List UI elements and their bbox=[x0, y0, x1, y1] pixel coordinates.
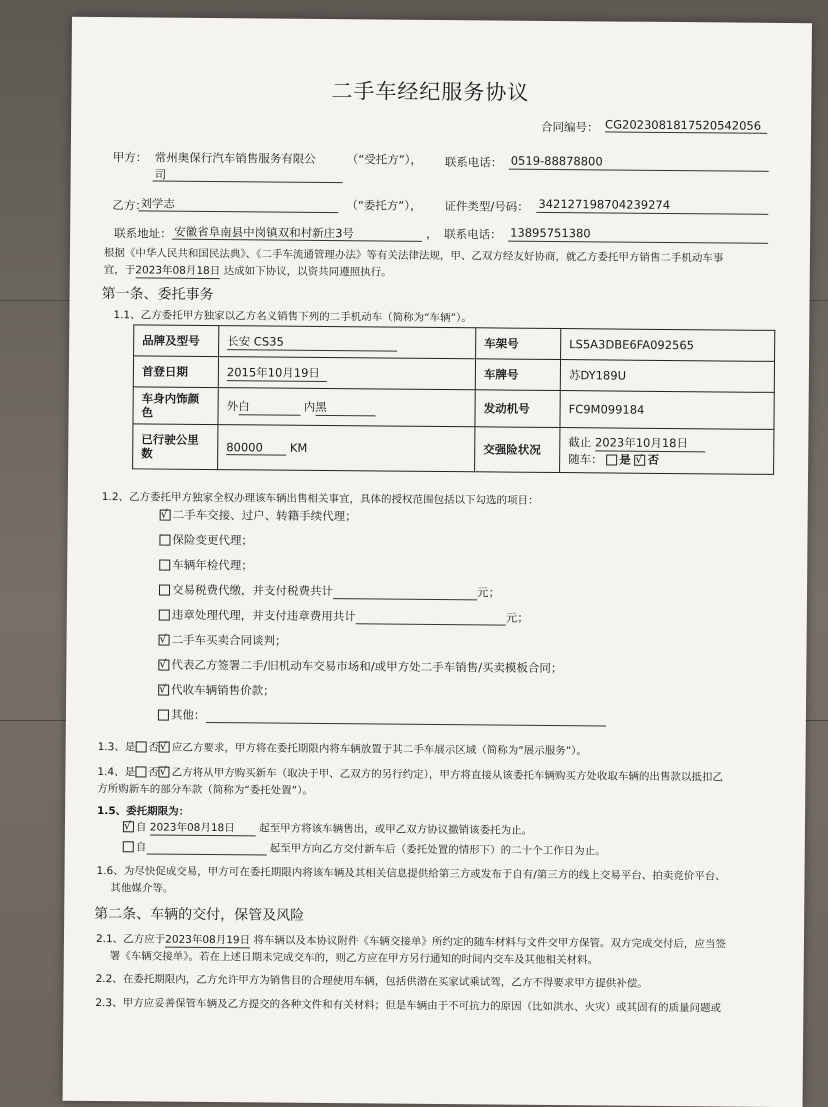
option-checkbox[interactable] bbox=[159, 585, 170, 596]
option-item: 其他： bbox=[158, 707, 606, 727]
option-checkbox[interactable] bbox=[159, 610, 170, 621]
preamble-date: 2023年08月18日 bbox=[135, 264, 221, 278]
contract-paper bbox=[63, 17, 812, 1107]
party-a-name-line1: 常州奥保行汽车销售服务有限公 bbox=[154, 150, 316, 166]
option-checkbox[interactable] bbox=[159, 635, 170, 646]
party-a-phone-underline bbox=[509, 169, 769, 172]
party-a-underline bbox=[153, 180, 343, 183]
color-label: 车身内饰颜色 bbox=[133, 387, 218, 425]
clause-1-2: 1.2、乙方委托甲方独家全权办理该车辆出售相关事宜，具体的授权范围包括以下勾选的项目： bbox=[101, 491, 539, 507]
clause-1-3-no-checkbox[interactable] bbox=[159, 742, 170, 753]
preamble-suffix: 达成如下协议，以资共同遵照执行。 bbox=[223, 265, 392, 279]
party-b-label: 乙方： bbox=[112, 198, 147, 213]
preamble-prefix: 宜，于 bbox=[103, 264, 136, 277]
section-1-title: 第一条、委托事务 bbox=[101, 286, 214, 304]
plate-label: 车牌号 bbox=[475, 359, 560, 391]
party-a-label: 甲方： bbox=[112, 150, 148, 165]
address-underline bbox=[172, 239, 422, 242]
document-title: 二手车经纪服务协议 bbox=[331, 79, 530, 105]
party-b-name: 刘学志 bbox=[140, 196, 175, 211]
clause-1-6-line2: 其他媒介等。 bbox=[110, 882, 174, 895]
clause-1-1: 1.1、乙方委托甲方独家以乙方名义销售下列的二手机动车（简称为“车辆”）。 bbox=[113, 309, 472, 325]
clause-1-4-no-checkbox[interactable] bbox=[159, 767, 170, 778]
engine-value: FC9M099184 bbox=[560, 391, 774, 430]
party-b-phone-label: 联系电话： bbox=[444, 227, 502, 242]
brand-value: 长安 CS35 bbox=[219, 326, 476, 359]
option-checkbox[interactable] bbox=[159, 535, 170, 546]
color-value: 外白 内黑 bbox=[218, 388, 475, 427]
party-b-id-label: 证件类型/号码： bbox=[444, 199, 529, 214]
option-checkbox[interactable] bbox=[159, 560, 170, 571]
vin-value: LS5A3DBE6FA092565 bbox=[561, 329, 775, 362]
clause-1-5-title: 1.5、委托期限为： bbox=[97, 805, 190, 818]
clause-2-1-line2: 署《车辆交接单》。若在上述日期未完成交车的，则乙方应在甲方另行通知的时间内交车及其他相关材料。 bbox=[109, 950, 599, 967]
contract-no-value: CG2023081817520542056 bbox=[605, 117, 767, 133]
party-a-role: （“受托方”）， bbox=[346, 152, 423, 167]
term-option-2-checkbox[interactable] bbox=[123, 841, 134, 852]
option-item: 车辆年检代理； bbox=[159, 557, 253, 574]
option-checkbox[interactable] bbox=[158, 710, 169, 721]
insurance-value: 截止 2023年10月18日 随车： 是 √ 否 bbox=[560, 428, 774, 475]
plate-value: 苏DY189U bbox=[560, 360, 774, 393]
brand-label: 品牌及型号 bbox=[134, 325, 219, 357]
preamble-line2 bbox=[104, 262, 392, 281]
party-b-role: （“委托方”）， bbox=[346, 198, 422, 213]
contract-no-label: 合同编号： bbox=[541, 119, 599, 135]
clause-2-3: 2.3、甲方应妥善保管车辆及乙方提交的各种文件和有关材料；但是车辆由于不可抗力的原因（比如洪水、火灾）或其固有的质量问题或 bbox=[95, 997, 722, 1015]
party-a-name-line2: 司 bbox=[154, 167, 167, 182]
reg-date-value: 2015年10月19日 bbox=[218, 357, 475, 390]
mileage-value: 80000 KM bbox=[218, 425, 475, 472]
option-item: √二手车交接、过户、转籍手续代理； bbox=[160, 507, 357, 525]
section-2-title: 第二条、车辆的交付，保管及风险 bbox=[94, 905, 305, 924]
option-item: 交易税费代缴，并支付税费共计 元； bbox=[159, 582, 500, 601]
clause-1-4: 1.4、是 否√ 乙方将从甲方购买新车（取决于甲、乙双方的另行约定），甲方将直接从该委托车辆购买方处收取车辆的出售款以抵扣乙 bbox=[97, 764, 723, 784]
clause-1-4-line2: 方所购新车的部分车款（简称为“委托处置”）。 bbox=[97, 783, 313, 797]
engine-label: 发动机号 bbox=[475, 390, 560, 428]
party-b-phone-underline bbox=[508, 241, 768, 244]
clause-1-5-row1: √自 2023年08月18日 起至甲方将该车辆售出，或甲乙双方协议撤销该委托为止。 bbox=[123, 819, 532, 839]
address-label: 联系地址： bbox=[114, 226, 172, 241]
option-item: √代表乙方签署二手/旧机动车交易市场和/或甲方处二手车销售/买卖模板合同； bbox=[158, 657, 562, 677]
clause-1-3: 1.3、是 否√ 应乙方要求，甲方将在委托期限内将车辆放置于其二手车展示区域（简称为“展示服务”）。 bbox=[98, 739, 587, 758]
party-b-id-underline bbox=[536, 212, 768, 215]
party-a-phone: 0519-88878800 bbox=[510, 153, 603, 169]
clause-1-6-line1: 1.6、为尽快促成交易，甲方可在委托期限内将该车辆及其相关信息提供给第三方或发布于自有/第三方的线上交易平台、拍卖竞价平台、 bbox=[96, 865, 726, 883]
clause-2-2: 2.2、在委托期限内，乙方允许甲方为销售目的合理使用车辆，包括供潜在买家试乘试驾，乙方不得要求甲方提供补偿。 bbox=[95, 973, 648, 990]
address-suffix: ， bbox=[426, 226, 438, 241]
vehicle-info-table bbox=[132, 324, 775, 475]
party-b-id-value: 342127198704239274 bbox=[538, 196, 671, 212]
clause-2-1-line1: 2.1、乙方应于2023年08月19日 将车辆以及本协议附件《车辆交接单》所约定的随车材料与文件交甲方保管。双方完成交付后，应当签 bbox=[95, 933, 726, 951]
option-checkbox[interactable] bbox=[160, 510, 171, 521]
party-a-phone-label: 联系电话： bbox=[444, 155, 503, 170]
preamble-line1: 根据《中华人民共和国民法典》、《二手车流通管理办法》等有关法律法规，甲、乙双方经友好协商，就乙方委托甲方销售二手机动车事 bbox=[103, 247, 724, 265]
reg-date-label: 首登日期 bbox=[133, 356, 218, 388]
clause-1-4-yes-checkbox[interactable] bbox=[135, 766, 146, 777]
party-b-name-underline bbox=[138, 210, 338, 213]
table-row bbox=[133, 387, 774, 430]
term-option-1-checkbox[interactable] bbox=[123, 821, 134, 832]
option-item: √二手车买卖合同谈判； bbox=[159, 632, 287, 649]
insurance-label: 交强险状况 bbox=[475, 427, 560, 473]
party-b-phone: 13895751380 bbox=[510, 225, 591, 241]
table-row bbox=[133, 424, 774, 475]
insurance-yes-checkbox[interactable] bbox=[606, 454, 617, 465]
option-item: 违章处理代理，并支付违章费用共计 元； bbox=[159, 607, 529, 626]
clause-1-3-yes-checkbox[interactable] bbox=[135, 741, 146, 752]
vin-label: 车架号 bbox=[476, 328, 561, 360]
option-item: 保险变更代理； bbox=[159, 532, 253, 549]
mileage-label: 已行驶公里数 bbox=[133, 424, 218, 470]
option-checkbox[interactable] bbox=[158, 685, 169, 696]
option-item: √代收车辆销售价款； bbox=[158, 682, 275, 699]
option-checkbox[interactable] bbox=[158, 660, 169, 671]
address-value: 安徽省阜南县中岗镇双和村新庄3号 bbox=[174, 224, 355, 241]
insurance-no-checkbox[interactable] bbox=[634, 454, 645, 465]
clause-1-5-row2: 自 起至甲方向乙方交付新车后（委托处置的情形下）的二十个工作日为止。 bbox=[123, 839, 606, 858]
